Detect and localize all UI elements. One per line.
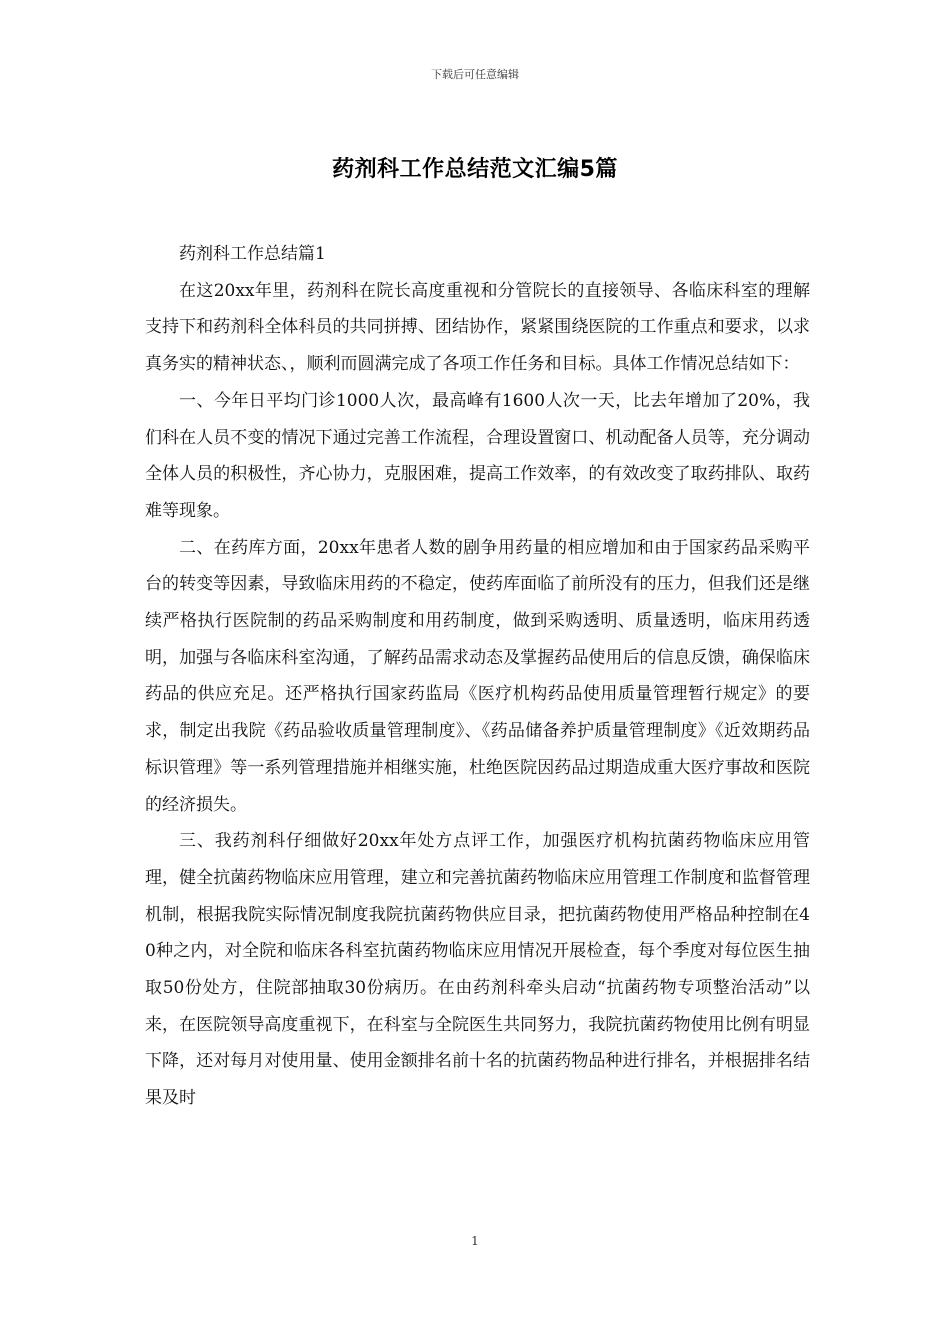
header-note: 下载后可任意编辑 <box>431 68 519 81</box>
document-body <box>145 236 810 1117</box>
paragraph-outpatient: 一、今年日平均门诊1000人次，最高峰有1600人次一天，比去年增加了20%，我们科在人员不变的情况下通过完善工作流程，合理设置窗口、机动配备人员等，充分调动全体人员的积极性，齐心协力，克服困难，提高工作效率，的有效改变了取药排队、取药难等现象。 <box>145 390 810 521</box>
document-title: 药剂科工作总结范文汇编5篇 <box>332 157 618 182</box>
page-number: 1 <box>471 1234 479 1248</box>
section-heading: 药剂科工作总结篇1 <box>179 244 326 264</box>
paragraph-intro: 在这20xx年里，药剂科在院长高度重视和分管院长的直接领导、各临床科室的理解支持下和药剂科全体科员的共同拼搏、团结协作，紧紧围绕医院的工作重点和要求，以求真务实的精神状态、，顺利而圆满完成了各项工作任务和目标。具体工作情况总结如下： <box>145 280 810 375</box>
paragraph-prescription-review: 三、我药剂科仔细做好20xx年处方点评工作，加强医疗机构抗菌药物临床应用管理，健全抗菌药物临床应用管理，建立和完善抗菌药物临床应用管理工作制度和监督管理机制，根据我院实际情况制度我院抗菌药物供应目录，把抗菌药物使用严格品种控制在40种之内，对全院和临床各科室抗菌药物临床应用情况开展检查，每个季度对每位医生抽取50份处方，住院部抽取30份病历。在由药剂科牵头启动“抗菌药物专项整治活动”以来，在医院领导高度重视下，在科室与全院医生共同努力，我院抗菌药物使用比例有明显下降，还对每月对使用量、使用金额排名前十名的抗菌药物品种进行排名，并根据排名结果及时 <box>145 831 810 1109</box>
paragraph-pharmacy-storage: 二、在药库方面，20xx年患者人数的剧争用药量的相应增加和由于国家药品采购平台的转变等因素，导致临床用药的不稳定，使药库面临了前所没有的压力，但我们还是继续严格执行医院制的药品采购制度和用药制度，做到采购透明、质量透明，临床用药透明，加强与各临床科室沟通，了解药品需求动态及掌握药品使用后的信息反馈，确保临床药品的供应充足。还严格执行国家药监局《医疗机构药品使用质量管理暂行规定》的要求，制定出我院《药品验收质量管理制度》、《药品储备养护质量管理制度》《近效期药品标识管理》等一系列管理措施并相继实施，杜绝医院因药品过期造成重大医疗事故和医院的经济损失。 <box>145 537 810 815</box>
